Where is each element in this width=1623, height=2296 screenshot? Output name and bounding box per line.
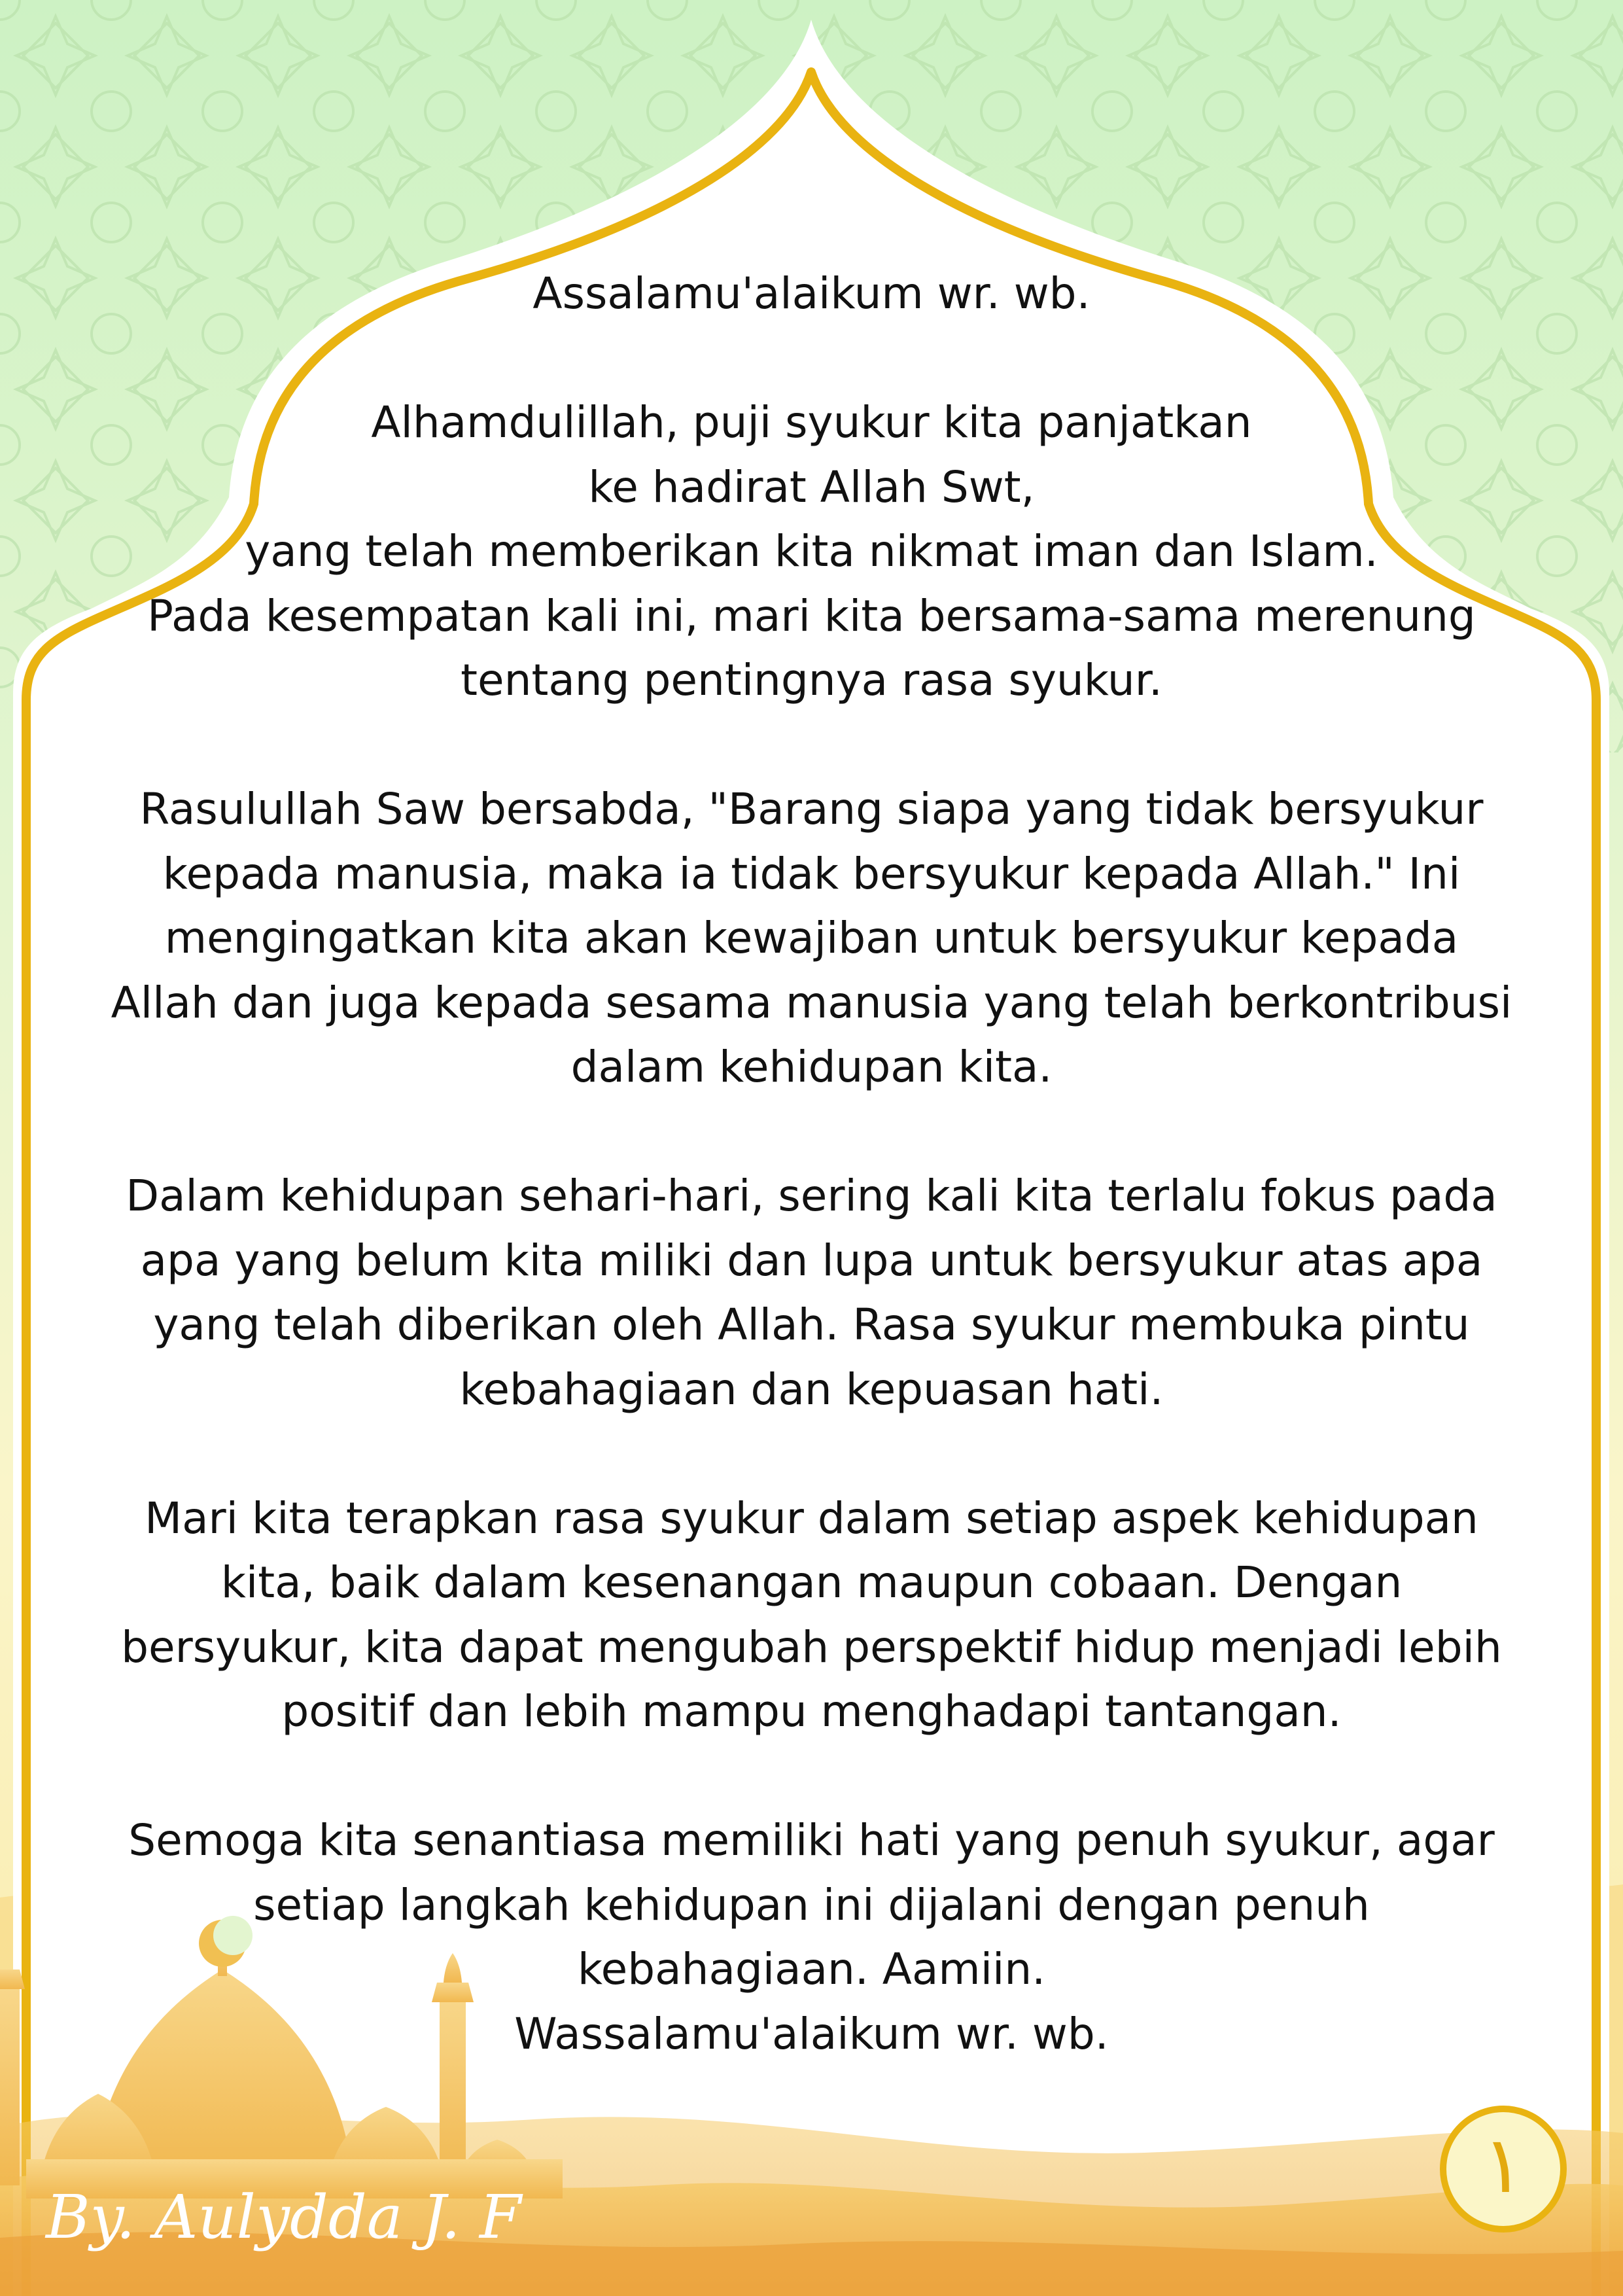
letter-line: Semoga kita senantiasa memiliki hati yang penuh syukur, agar xyxy=(128,1815,1495,1865)
letter-line: positif dan lebih mampu menghadapi tantangan. xyxy=(281,1686,1342,1737)
letter-line: Wassalamu'alaikum wr. wb. xyxy=(514,2008,1109,2059)
letter-line: Assalamu'alaikum wr. wb. xyxy=(532,268,1091,319)
letter-line: bersyukur, kita dapat mengubah perspektif hidup menjadi lebih xyxy=(121,1621,1502,1672)
letter-line: yang telah diberikan oleh Allah. Rasa syukur membuka pintu xyxy=(153,1299,1470,1350)
letter-line: tentang pentingnya rasa syukur. xyxy=(461,655,1162,705)
signature: By. Aulydda J. F xyxy=(46,2182,521,2252)
paragraph-gap xyxy=(79,1100,1544,1165)
letter-line: Alhamdulillah, puji syukur kita panjatkan xyxy=(371,397,1252,448)
letter-line: yang telah memberikan kita nikmat iman dan Islam. xyxy=(245,526,1378,576)
letter-line: apa yang belum kita miliki dan lupa untuk bersyukur atas apa xyxy=(140,1235,1483,1286)
page-number: ١ xyxy=(1482,2120,1525,2211)
letter-line: kita, baik dalam kesenangan maupun cobaan. Dengan xyxy=(220,1557,1403,1608)
paragraph-gap xyxy=(79,1422,1544,1487)
letter-line: kebahagiaan dan kepuasan hati. xyxy=(459,1364,1164,1415)
letter-body xyxy=(79,262,1544,2066)
letter-line: Rasulullah Saw bersabda, "Barang siapa yang tidak bersyukur xyxy=(139,784,1484,834)
letter-line: Pada kesempatan kali ini, mari kita bersama-sama merenung xyxy=(147,590,1476,641)
letter-line: Dalam kehidupan sehari-hari, sering kali kita terlalu fokus pada xyxy=(126,1171,1497,1221)
letter-line: setiap langkah kehidupan ini dijalani dengan penuh xyxy=(253,1879,1370,1930)
letter-line: mengingatkan kita akan kewajiban untuk bersyukur kepada xyxy=(164,913,1459,963)
letter-line: kebahagiaan. Aamiin. xyxy=(577,1944,1046,1994)
letter-line: Mari kita terapkan rasa syukur dalam setiap aspek kehidupan xyxy=(145,1492,1478,1544)
letter-line: kepada manusia, maka ia tidak bersyukur kepada Allah." Ini xyxy=(162,848,1461,899)
paragraph-gap xyxy=(79,327,1544,391)
letter-line: dalam kehidupan kita. xyxy=(570,1042,1053,1092)
page-number-badge xyxy=(1441,2107,1565,2231)
letter-line: Allah dan juga kepada sesama manusia yang telah berkontribusi xyxy=(111,977,1512,1028)
letter-line: ke hadirat Allah Swt, xyxy=(588,461,1035,512)
paragraph-gap xyxy=(79,713,1544,778)
paragraph-gap xyxy=(79,1744,1544,1809)
